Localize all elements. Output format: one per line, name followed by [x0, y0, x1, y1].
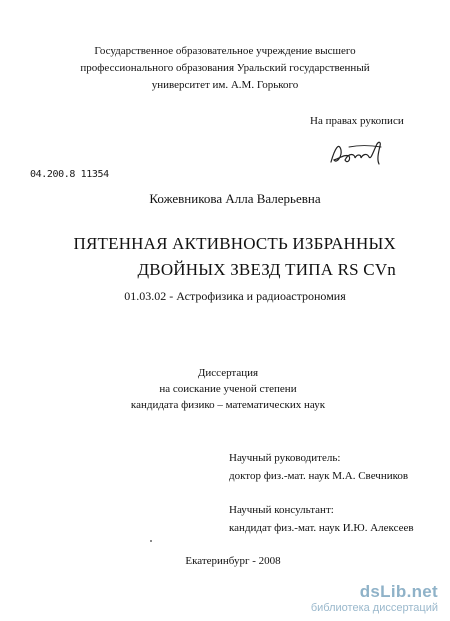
institution-line: Государственное образовательное учреждение высшего — [94, 45, 356, 57]
degree-line: кандидата физико – математических наук — [130, 399, 326, 411]
degree-line: Диссертация — [197, 367, 259, 379]
consultant-name: кандидат физ.-мат. наук И.Ю. Алексеев — [229, 522, 414, 534]
watermark-logo: dsLib.net — [359, 582, 438, 601]
consultant-label: Научный консультант: — [229, 504, 334, 516]
supervisor-label: Научный руководитель: — [229, 452, 341, 464]
institution-block — [0, 43, 450, 94]
scan-speck — [150, 540, 152, 542]
degree-line: на соискание ученой степени — [159, 383, 297, 395]
institution-line: профессионального образования Уральский государственный — [80, 62, 370, 74]
watermark — [311, 583, 438, 615]
manuscript-note: На правах рукописи — [310, 115, 404, 127]
title-line: ДВОЙНЫХ ЗВЕЗД ТИПА RS CVn — [137, 260, 396, 279]
title-line: ПЯТЕННАЯ АКТИВНОСТЬ ИЗБРАННЫХ — [73, 234, 396, 253]
supervisor-name: доктор физ.-мат. наук М.А. Свечников — [229, 470, 409, 482]
archive-stamp: 04.200.8 11354 — [30, 169, 109, 180]
author-name: Кожевникова Алла Валерьевна — [149, 191, 321, 206]
degree-block — [3, 365, 450, 413]
dissertation-title — [0, 231, 396, 283]
watermark-subtitle: библиотека диссертаций — [310, 602, 438, 614]
handwritten-signature — [325, 136, 395, 170]
institution-line: университет им. А.М. Горького — [151, 79, 299, 91]
speciality-code: 01.03.02 - Астрофизика и радиоастрономия — [124, 289, 346, 303]
city-year: Екатеринбург - 2008 — [185, 555, 281, 567]
